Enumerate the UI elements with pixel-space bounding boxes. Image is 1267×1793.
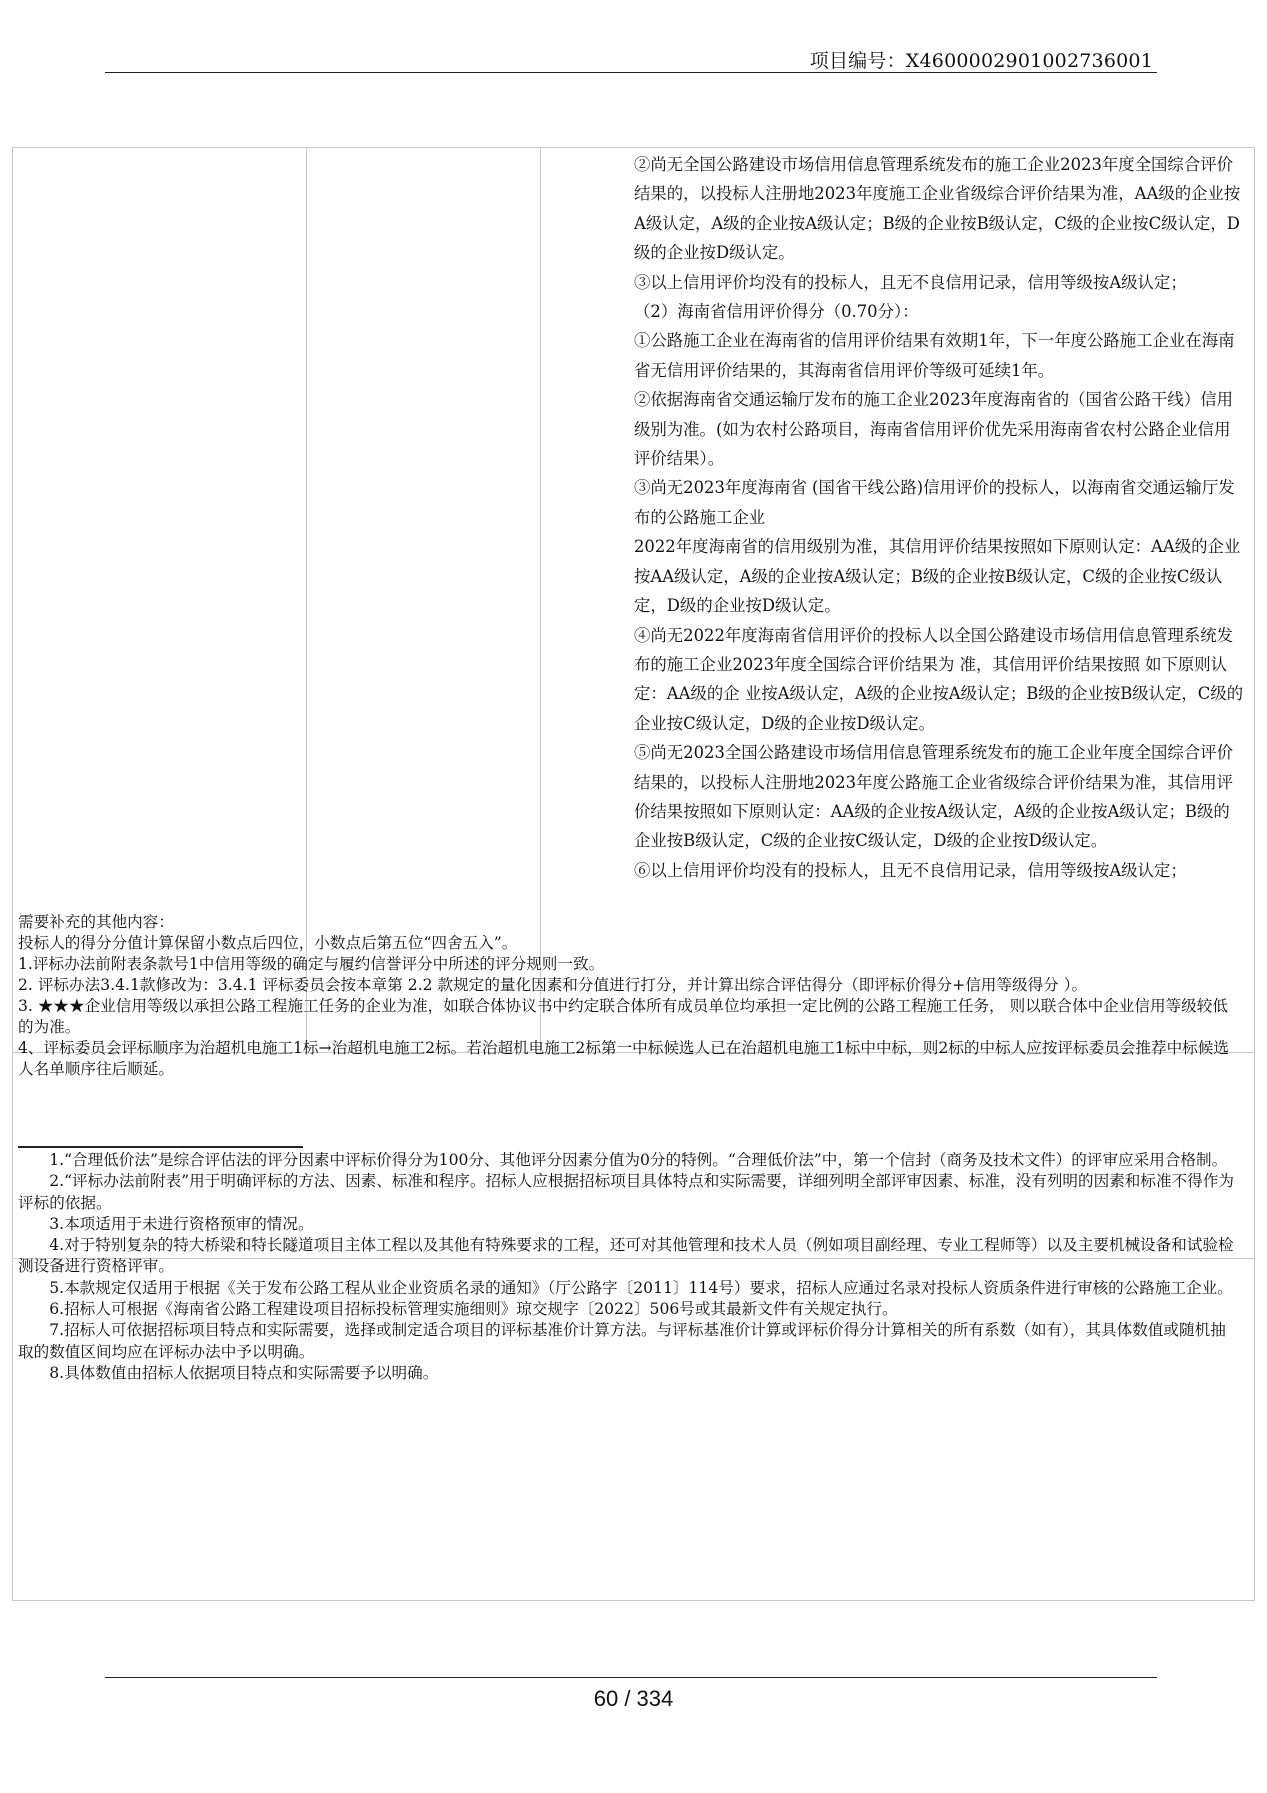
page-header xyxy=(105,44,1157,73)
supplement-line: 1.评标办法前附表条款号1中信用等级的确定与履约信誉评分中所述的评分规则一致。 xyxy=(18,955,605,973)
paragraph: ②依据海南省交通运输厅发布的施工企业2023年度海南省的（国省公路干线）信用级别为准。(如为农村公路项目，海南省信用评价优先采用海南省农村公路企业信用评价结果）。 xyxy=(634,390,1233,469)
supplement-line: 2. 评标办法3.4.1款修改为：3.4.1 评标委员会按本章第 2.2 款规定的量化因素和分值进行打分，并计算出综合评估得分（即评标价得分+信用等级得分 ）。 xyxy=(18,976,1088,994)
footer-rule xyxy=(105,1677,1157,1678)
paragraph: ⑥以上信用评价均没有的投标人，且无不良信用记录，信用等级按A级认定； xyxy=(634,860,1187,880)
page-number: 60 / 334 xyxy=(593,1686,674,1711)
footnote: 7.招标人可依据招标项目特点和实际需要，选择或制定适合项目的评标基准价计算方法。与评标基准价计算或评标价得分计算相关的所有系数（如有），其具体数值或随机抽取的数值区间均应在评标办法中予以明确。 xyxy=(18,1321,1226,1361)
footnote: 8.具体数值由招标人依据项目特点和实际需要予以明确。 xyxy=(49,1363,439,1382)
paragraph: ③以上信用评价均没有的投标人，且无不良信用记录，信用等级按A级认定； xyxy=(634,272,1187,292)
footnote: 3.本项适用于未进行资格预审的情况。 xyxy=(49,1214,314,1233)
project-number: 项目编号：X4600002901002736001 xyxy=(809,50,1153,72)
footnotes xyxy=(18,1150,1236,1384)
supplement-line: 4、评标委员会评标顺序为治超机电施工1标→治超机电施工2标。若治超机电施工2标第一中标候选人已在治超机电施工1标中中标，则2标的中标人应按评标委员会推荐中标候选人名单顺序往后顺延。 xyxy=(18,1039,1229,1078)
footnote: 5.本款规定仅适用于根据《关于发布公路工程从业企业资质名录的通知》（厅公路字〔2011〕114号）要求，招标人应通过名录对投标人资质条件进行审核的公路施工企业。 xyxy=(49,1278,1233,1297)
supplement-line: 投标人的得分分值计算保留小数点后四位，小数点后第五位“四舍五入”。 xyxy=(18,934,518,952)
paragraph: ②尚无全国公路建设市场信用信息管理系统发布的施工企业2023年度全国综合评价结果的，以投标人注册地2023年度施工企业省级综合评价结果为准，AA级的企业按A级认定，A级的企业按A级认定；B级的企业按B级认定，C级的企业按C级认定，D级的企业按D级认定。 xyxy=(634,155,1241,263)
footnote: 6.招标人可根据《海南省公路工程建设项目招标投标管理实施细则》琼交规字〔2022〕506号或其最新文件有关规定执行。 xyxy=(49,1300,898,1319)
footnote: 4.对于特别复杂的特大桥梁和特长隧道项目主体工程以及其他有特殊要求的工程，还可对其他管理和技术人员（例如项目副经理、专业工程师等）以及主要机械设备和试验检测设备进行资格评审。 xyxy=(18,1236,1234,1276)
supplement-section xyxy=(18,912,1236,1080)
paragraph: ⑤尚无2023全国公路建设市场信用信息管理系统发布的施工企业年度全国综合评价结果的，以投标人注册地2023年度公路施工企业省级综合评价结果为准，其信用评价结果按照如下原则认定：AA级的企业按A级认定，A级的企业按A级认定；B级的企业按B级认定，C级的企业按C级认定，D级的企业按D级认定。 xyxy=(634,743,1233,851)
paragraph: ①公路施工企业在海南省的信用评价结果有效期1年，下一年度公路施工企业在海南省无信用评价结果的，其海南省信用评价等级可延续1年。 xyxy=(634,331,1235,380)
paragraph: ④尚无2022年度海南省信用评价的投标人以全国公路建设市场信用信息管理系统发布的施工企业2023年度全国综合评价结果为 准，其信用评价结果按照 如下原则认定：AA级的企 业按A级认定，A级的企业按A级认定；B级的企业按B级认定，C级的企业按C级认定，D级的企业按D级认定。 xyxy=(634,625,1244,733)
footnote: 1.“合理低价法”是综合评估法的评分因素中评标价得分为100分、其他评分因素分值为0分的特例。“合理低价法”中，第一个信封（商务及技术文件）的评审应采用合格制。 xyxy=(49,1151,1228,1169)
supplement-line: 3. ★★★企业信用等级以承担公路工程施工任务的企业为准，如联合体协议书中约定联合体所有成员单位均承担一定比例的公路工程施工任务， 则以联合体中企业信用等级较低的为准。 xyxy=(18,997,1228,1036)
paragraph: ③尚无2023年度海南省 (国省干线公路)信用评价的投标人，以海南省交通运输厅发布的公路施工企业 xyxy=(634,478,1235,527)
supplement-line: 需要补充的其他内容： xyxy=(18,913,174,931)
footnote-separator xyxy=(18,1146,303,1148)
footnote: 2.“评标办法前附表”用于明确评标的方法、因素、标准和程序。招标人应根据招标项目具体特点和实际需要，详细列明全部评审因素、标准，没有列明的因素和标准不得作为评标的依据。 xyxy=(18,1172,1234,1212)
paragraph: （2）海南省信用评价得分（0.70分）： xyxy=(634,302,919,322)
credit-rules-cell xyxy=(634,150,1246,885)
paragraph: 2022年度海南省的信用级别为准，其信用评价结果按照如下原则认定：AA级的企业按AA级认定，A级的企业按A级认定；B级的企业按B级认定，C级的企业按C级认定，D级的企业按D级认定。 xyxy=(634,537,1241,616)
